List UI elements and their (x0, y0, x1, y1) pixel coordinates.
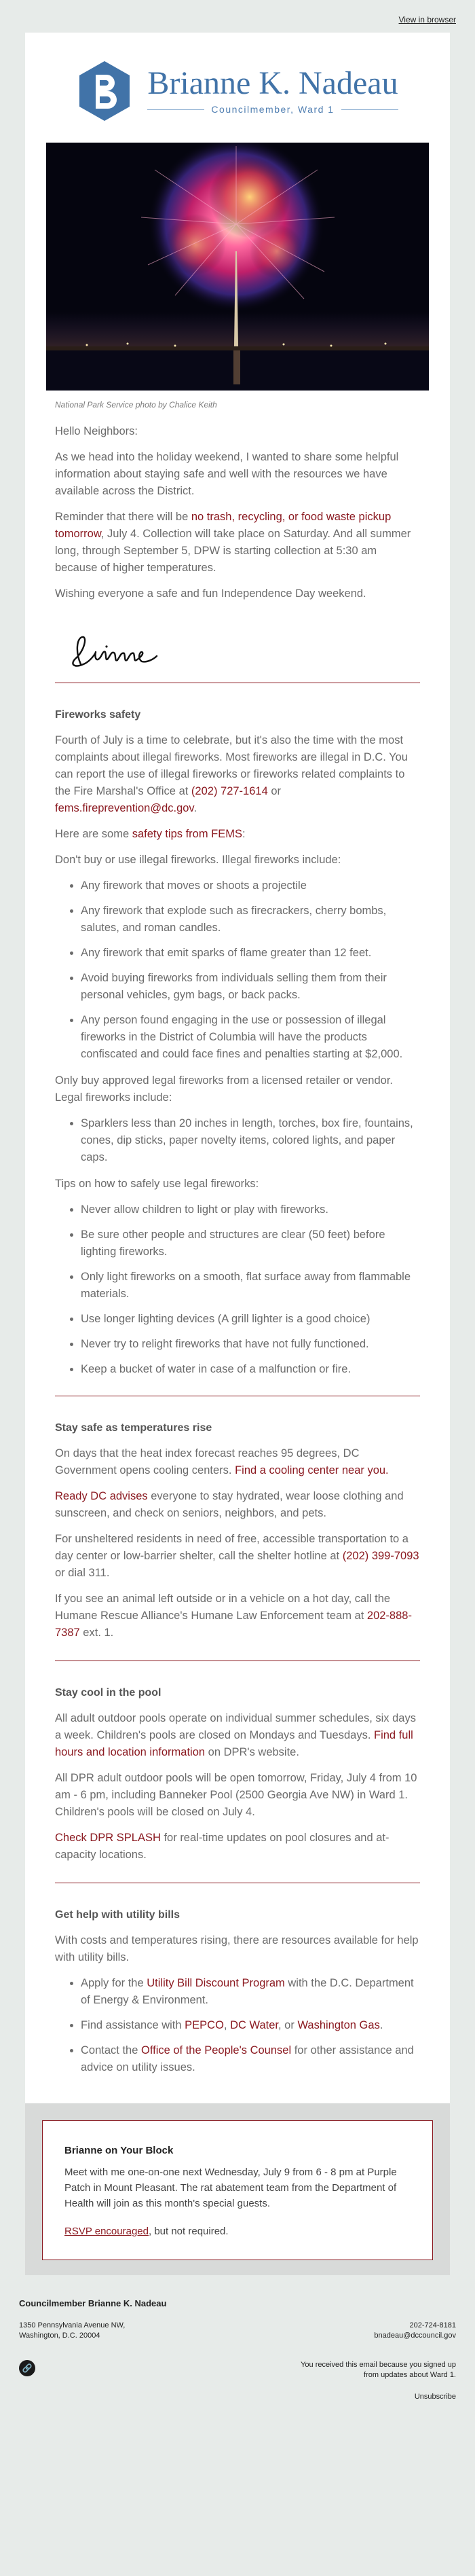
list-item: • Only light fireworks on a smooth, flat surface away from flammable materials. (81, 1269, 420, 1303)
footer-notice-row (19, 2360, 456, 2380)
utility-heading: Get help with utility bills (55, 1909, 180, 1921)
shelter-hotline-link[interactable]: (202) 399-7093 (342, 1550, 419, 1562)
footer-phone: 202-724-8181 (409, 2321, 456, 2329)
heat-heading: Stay safe as temperatures rise (55, 1422, 212, 1434)
ready-dc-link[interactable]: Ready DC advises (55, 1490, 148, 1502)
logo-subtitle-row (147, 104, 398, 115)
list-item: • Apply for the Utility Bill Discount Program with the D.C. Department of Energy & Environment. (81, 1975, 420, 2009)
footer-notice-line2: from updates about Ward 1. (364, 2371, 456, 2379)
fireworks-image (46, 143, 429, 391)
safe-use-intro: Tips on how to safely use legal fireworks: (55, 1178, 259, 1190)
fire-marshal-phone-link[interactable]: (202) 727-1614 (191, 785, 268, 797)
list-item: • Be sure other people and structures are clear (50 feet) before lighting fireworks. (81, 1227, 420, 1260)
cooling-center-link[interactable]: Find a cooling center near you. (235, 1464, 389, 1476)
rsvp-link[interactable]: RSVP encouraged (64, 2226, 149, 2237)
greeting: Hello Neighbors: (55, 425, 138, 437)
safety-tips-line: Here are some safety tips from FEMS: (55, 828, 246, 840)
fireworks-heading: Fireworks safety (55, 709, 141, 721)
list-item: • Contact the Office of the People's Counsel for other assistance and advice on utility issues. (81, 2042, 420, 2076)
dpr-splash-link[interactable]: Check DPR SPLASH (55, 1832, 161, 1844)
logo-subtitle: Councilmember, Ward 1 (211, 104, 335, 115)
fireworks-intro: Fourth of July is a time to celebrate, but it's also the time with the most complaints about illegal fireworks. Most fireworks are illegal in D.C. You can report the use of illegal fireworks or fireworks related complaints to the Fire Marshal's Office at (202) 727-1614 or fems.fireprevention@dc.gov. (55, 734, 408, 814)
list-item: • Use longer lighting devices (A grill lighter is a good choice) (81, 1311, 420, 1328)
pool-hours-link[interactable]: Find full hours and location information (55, 1729, 413, 1758)
washington-gas-link[interactable]: Washington Gas (297, 2019, 380, 2031)
photo-caption: National Park Service photo by Chalice Keith (55, 400, 217, 410)
rsvp-line: RSVP encouraged, but not required. (64, 2226, 229, 2237)
legal-intro: Only buy approved legal fireworks from a licensed retailer or vendor. Legal fireworks include: (55, 1074, 393, 1104)
splash-paragraph: Check DPR SPLASH for real-time updates on pool closures and at-capacity locations. (55, 1832, 390, 1861)
list-item: • Any firework that moves or shoots a projectile (81, 877, 420, 894)
dc-water-link[interactable]: DC Water (230, 2019, 279, 2031)
pool-heading: Stay cool in the pool (55, 1687, 162, 1699)
peoples-counsel-link[interactable]: Office of the People's Counsel (140, 2044, 292, 2056)
wishing-paragraph: Wishing everyone a safe and fun Independence Day weekend. (55, 587, 366, 600)
email-card (25, 33, 450, 2275)
fire-prevention-email-link[interactable]: fems.fireprevention@dc.gov (55, 802, 194, 814)
shelter-paragraph: For unsheltered residents in need of free, accessible transportation to a day center or low-barrier shelter, call the shelter hotline at (202) 399-7093 or dial 311. (55, 1533, 419, 1579)
logo-mark-icon (77, 60, 132, 122)
cooling-center-paragraph: On days that the heat index forecast reaches 95 degrees, DC Government opens cooling centers. Find a cooling center near you. (55, 1447, 389, 1476)
footer-contact-row (19, 2321, 456, 2341)
logo-header (55, 33, 420, 143)
ready-dc-paragraph: Ready DC advises everyone to stay hydrated, wear loose clothing and sunscreen, and check on seniors, neighbors, and pets. (55, 1490, 404, 1519)
humane-law-phone-link[interactable]: 202-888-7387 (55, 1610, 412, 1639)
pepco-link[interactable]: PEPCO (185, 2019, 224, 2031)
view-in-browser-link[interactable]: View in browser (398, 15, 456, 24)
list-item: • Any firework that explode such as firecrackers, cherry bombs, salutes, and roman candles. (81, 903, 420, 937)
hero-fireworks-photo (46, 143, 429, 391)
list-item: • Avoid buying fireworks from individuals selling them from their personal vehicles, gym bags, or back packs. (81, 970, 420, 1004)
list-item: • Find assistance with PEPCO, DC Water, or Washington Gas. (81, 2017, 420, 2034)
event-band (25, 2103, 450, 2275)
footer-address-line1: 1350 Pennsylvania Avenue NW, (19, 2321, 126, 2329)
logo-name: Brianne K. Nadeau (147, 65, 398, 101)
fems-safety-tips-link[interactable]: safety tips from FEMS (132, 828, 243, 840)
footer (0, 2275, 475, 2414)
list-item: • Sparklers less than 20 inches in length, torches, box fire, fountains, cones, dip sticks, paper novelty items, colored lights, and paper caps. (81, 1115, 420, 1166)
list-item: • Never allow children to light or play with fireworks. (81, 1201, 420, 1218)
legal-fireworks-list (55, 1115, 420, 1166)
pool-july4-paragraph: All DPR adult outdoor pools will be open tomorrow, Friday, July 4 from 10 am - 6 pm, including Banneker Pool (2500 Georgia Ave NW) in Ward 1. Children's pools will be closed on July 4. (55, 1772, 417, 1818)
list-item: • Any person found engaging in the use or possession of illegal fireworks in the District of Columbia will have the products confiscated and could face fines and penalties starting at $2,000. (81, 1012, 420, 1063)
utility-list (55, 1975, 420, 2076)
list-item: • Never try to relight fireworks that have not fully functioned. (81, 1336, 420, 1353)
trash-reminder-paragraph: Reminder that there will be no trash, recycling, or food waste pickup tomorrow, July 4. Collection will take place on Saturday. And all summer long, through September 5, DPW is starting collection at 5:30 am because of higher temperatures. (55, 511, 411, 574)
footer-email[interactable]: bnadeau@dccouncil.gov (374, 2332, 456, 2340)
illegal-fireworks-list (55, 877, 420, 1063)
footer-name: Councilmember Brianne K. Nadeau (19, 2298, 167, 2308)
event-text: Meet with me one-on-one next Wednesday, July 9 from 6 - 8 pm at Purple Patch in Mount Pleasant. The rat abatement team from the Department of Health will join as this month's special guests. (64, 2166, 397, 2209)
utility-intro: With costs and temperatures rising, there are resources available for help with utility bills. (55, 1934, 419, 1963)
event-box (42, 2120, 433, 2260)
trash-pickup-link[interactable]: no trash, recycling, or food waste pickup tomorrow (55, 511, 392, 540)
unsubscribe-link[interactable]: Unsubscribe (414, 2393, 456, 2401)
illegal-intro: Don't buy or use illegal fireworks. Illegal fireworks include: (55, 854, 341, 866)
signature-image (55, 611, 184, 679)
safe-use-list (55, 1201, 420, 1378)
utility-discount-link[interactable]: Utility Bill Discount Program (147, 1977, 285, 1989)
event-title: Brianne on Your Block (64, 2145, 174, 2156)
top-link-row (0, 15, 475, 33)
pool-schedule-paragraph: All adult outdoor pools operate on individual summer schedules, six days a week. Children's pools are closed on Mondays and Tuesdays. Find full hours and location information on DPR's website. (55, 1712, 416, 1758)
signature (55, 611, 420, 683)
footer-address-line2: Washington, D.C. 20004 (19, 2332, 100, 2340)
intro-paragraph: As we head into the holiday weekend, I wanted to share some helpful information about staying safe and well with the resources we have available across the District. (55, 451, 399, 497)
list-item: • Any firework that emit sparks of flame greater than 12 feet. (81, 945, 420, 962)
list-item: • Keep a bucket of water in case of a malfunction or fire. (81, 1361, 420, 1378)
footer-notice-line1: You received this email because you signed up (301, 2361, 456, 2369)
animal-paragraph: If you see an animal left outside or in a vehicle on a hot day, call the Humane Rescue Alliance's Humane Law Enforcement team at 202-888-7387 ext. 1. (55, 1593, 412, 1639)
link-icon[interactable]: 🔗 (19, 2360, 35, 2376)
